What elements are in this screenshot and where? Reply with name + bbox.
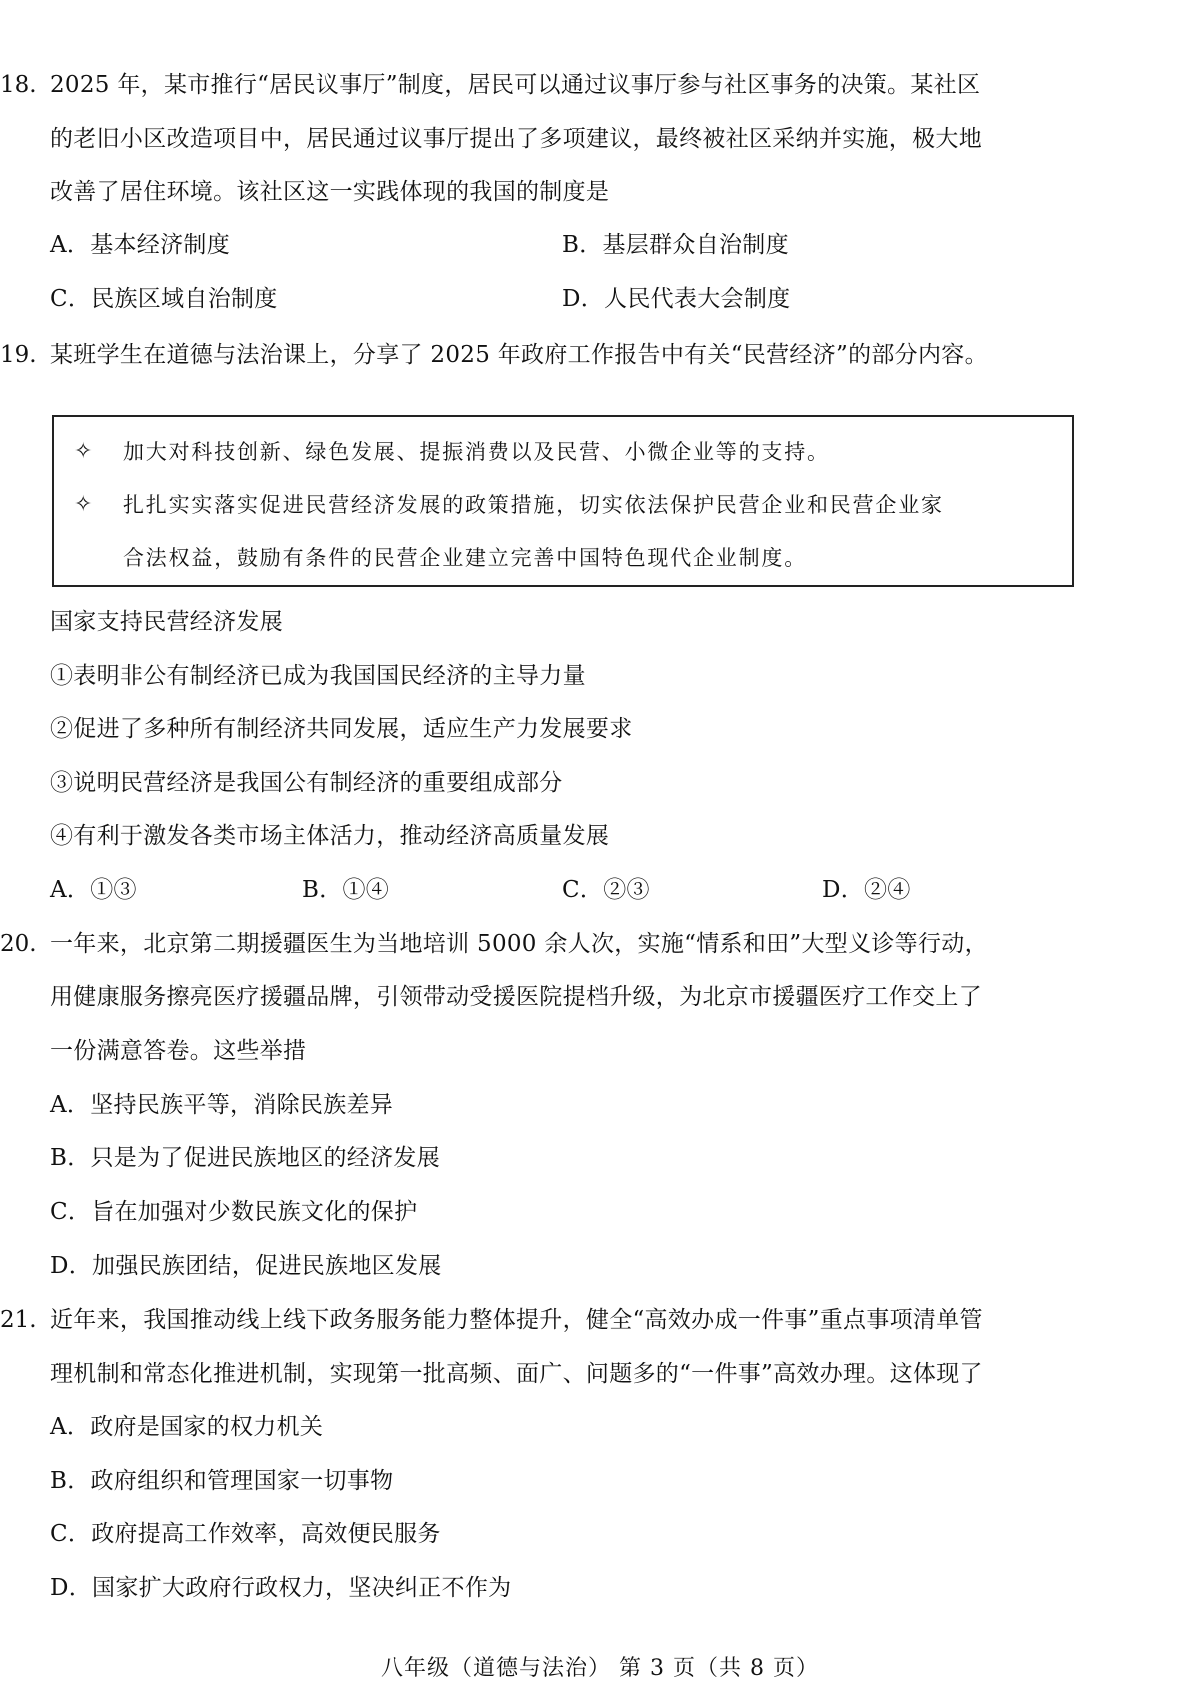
question-stem-line: 某班学生在道德与法治课上，分享了 2025 年政府工作报告中有关“民营经济”的部分内容。 xyxy=(50,342,988,368)
question-stem-line: 理机制和常态化推进机制，实现第一批高频、面广、问题多的“一件事”高效办理。这体现了 xyxy=(50,1361,983,1387)
option-a: A．坚持民族平等，消除民族差异 xyxy=(50,1092,394,1118)
diamond-bullet-icon: ✧ xyxy=(74,492,93,517)
statement: ③说明民营经济是我国公有制经济的重要组成部分 xyxy=(50,770,563,796)
question-stem-line: 2025 年，某市推行“居民议事厅”制度，居民可以通过议事厅参与社区事务的决策。某社区 xyxy=(50,72,981,98)
question-number: 21. xyxy=(0,1307,37,1333)
option-c: C．民族区域自治制度 xyxy=(50,286,278,312)
question-stem-line: 近年来，我国推动线上线下政务服务能力整体提升，健全“高效办成一件事”重点事项清单管 xyxy=(50,1307,983,1333)
question-stem-line: 一年来，北京第二期援疆医生为当地培训 5000 余人次，实施“情系和田”大型义诊等行动， xyxy=(50,931,988,957)
option-a: A．①③ xyxy=(50,877,137,903)
option-c: C．旨在加强对少数民族文化的保护 xyxy=(50,1199,418,1225)
option-c: C．②③ xyxy=(562,877,650,903)
option-d: D．加强民族团结，促进民族地区发展 xyxy=(50,1253,442,1279)
statement: ①表明非公有制经济已成为我国国民经济的主导力量 xyxy=(50,663,586,689)
page-footer: 八年级（道德与法治） 第 3 页（共 8 页） xyxy=(381,1656,819,1681)
option-a: A．政府是国家的权力机关 xyxy=(50,1414,324,1440)
question-stem-line: 一份满意答卷。这些举措 xyxy=(50,1038,307,1064)
option-b: B．基层群众自治制度 xyxy=(562,232,789,258)
option-c: C．政府提高工作效率，高效便民服务 xyxy=(50,1521,441,1547)
option-b: B．政府组织和管理国家一切事物 xyxy=(50,1468,394,1494)
option-a: A．基本经济制度 xyxy=(50,232,231,258)
statement: ④有利于激发各类市场主体活力，推动经济高质量发展 xyxy=(50,823,610,849)
statement: ②促进了多种所有制经济共同发展，适应生产力发展要求 xyxy=(50,716,633,742)
question-stem-line: 用健康服务擦亮医疗援疆品牌，引领带动受援医院提档升级，为北京市援疆医疗工作交上了 xyxy=(50,984,982,1010)
option-b: B．只是为了促进民族地区的经济发展 xyxy=(50,1145,441,1171)
material-line: 合法权益，鼓励有条件的民营企业建立完善中国特色现代企业制度。 xyxy=(123,546,807,570)
option-d: D．②④ xyxy=(822,877,911,903)
question-stem-line: 的老旧小区改造项目中，居民通过议事厅提出了多项建议，最终被社区采纳并实施，极大地 xyxy=(50,126,982,152)
question-number: 20. xyxy=(0,931,37,957)
question-number: 19. xyxy=(0,342,37,368)
option-b: B．①④ xyxy=(302,877,390,903)
diamond-bullet-icon: ✧ xyxy=(74,439,93,464)
question-stem-line: 改善了居住环境。该社区这一实践体现的我国的制度是 xyxy=(50,179,610,205)
material-line: 扎扎实实落实促进民营经济发展的政策措施，切实依法保护民营企业和民营企业家 xyxy=(123,493,944,517)
option-d: D．人民代表大会制度 xyxy=(562,286,791,312)
option-d: D．国家扩大政府行政权力，坚决纠正不作为 xyxy=(50,1575,512,1601)
question-number: 18. xyxy=(0,72,37,98)
question-lead: 国家支持民营经济发展 xyxy=(50,609,283,635)
material-line: 加大对科技创新、绿色发展、提振消费以及民营、小微企业等的支持。 xyxy=(123,440,830,464)
